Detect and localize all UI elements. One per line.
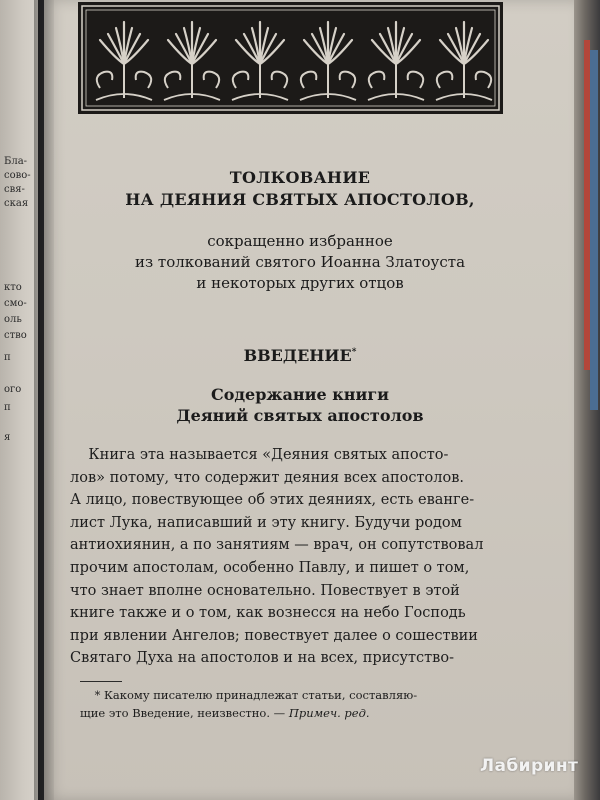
subtitle-line: и некоторых других отцов: [196, 274, 404, 292]
left-page-fragment: ого: [4, 384, 22, 395]
cover-stripe-blue: [590, 50, 598, 410]
left-page-fragment: ство: [4, 330, 27, 341]
body-line: что знает вполне основательно. Повествует в этой: [70, 582, 460, 599]
introduction-heading: [100, 346, 500, 365]
body-line: при явлении Ангелов; повествует далее о сошествии: [70, 627, 478, 644]
body-line: А лицо, повествующее об этих деяниях, есть еванге-: [70, 492, 475, 509]
footnote: [80, 686, 500, 722]
body-paragraph: [70, 444, 510, 670]
subtitle-line: сокращенно избранное: [207, 232, 393, 250]
book-spine-shadow: [34, 0, 54, 800]
body-line: Святаго Духа на апостолов и на всех, присутство-: [70, 650, 454, 667]
left-page-fragment: смо-: [4, 298, 27, 309]
footnote-divider: [80, 681, 122, 682]
introduction-label: ВВЕДЕНИЕ: [243, 346, 352, 365]
section-heading-line-2: Деяний святых апостолов: [176, 406, 424, 425]
left-page-fragment: сово-: [4, 170, 31, 181]
left-page-fragment: я: [4, 432, 11, 443]
left-page-fragment: Бла-: [4, 156, 28, 167]
body-line: антиохиянин, а по занятиям — врач, он сопутствовал: [70, 537, 484, 554]
left-page-fragment: п: [4, 352, 11, 363]
body-line: прочим апостолам, особенно Павлу, и пишет о том,: [70, 559, 470, 576]
footnote-line: [80, 704, 500, 722]
title-line-2: НА ДЕЯНИЯ СВЯТЫХ АПОСТОЛОВ,: [125, 190, 475, 209]
footnote-line: * Какому писателю принадлежат статьи, составляю-: [80, 688, 418, 702]
footnote-text: щие это Введение, неизвестно. —: [80, 706, 289, 720]
left-page-fragment: оль: [4, 314, 22, 325]
title-line-1: ТОЛКОВАНИЕ: [229, 168, 371, 187]
left-page-fragment: ская: [4, 198, 29, 209]
left-page-fragment: свя-: [4, 184, 25, 195]
body-line: Книга эта называется «Деяния святых апосто-: [70, 447, 449, 463]
editor-note: Примеч. ред.: [288, 706, 370, 720]
watermark-logo: Лабиринт: [480, 756, 579, 776]
subtitle-line: из толкований святого Иоанна Златоуста: [134, 253, 466, 271]
body-line: лов» потому, что содержит деяния всех апостолов.: [70, 469, 464, 486]
ornamental-header-icon: [78, 2, 503, 114]
body-line: книге также и о том, как вознесся на небо Господь: [70, 605, 466, 622]
left-page-fragment: кто: [4, 282, 22, 293]
section-heading-line-1: Содержание книги: [210, 385, 390, 404]
book-cover-edge: [574, 0, 600, 800]
body-line: лист Лука, написавший и эту книгу. Будучи родом: [70, 514, 462, 531]
left-page-fragment: п: [4, 402, 11, 413]
adjacent-page: [0, 0, 38, 800]
footnote-mark: *: [351, 347, 357, 358]
